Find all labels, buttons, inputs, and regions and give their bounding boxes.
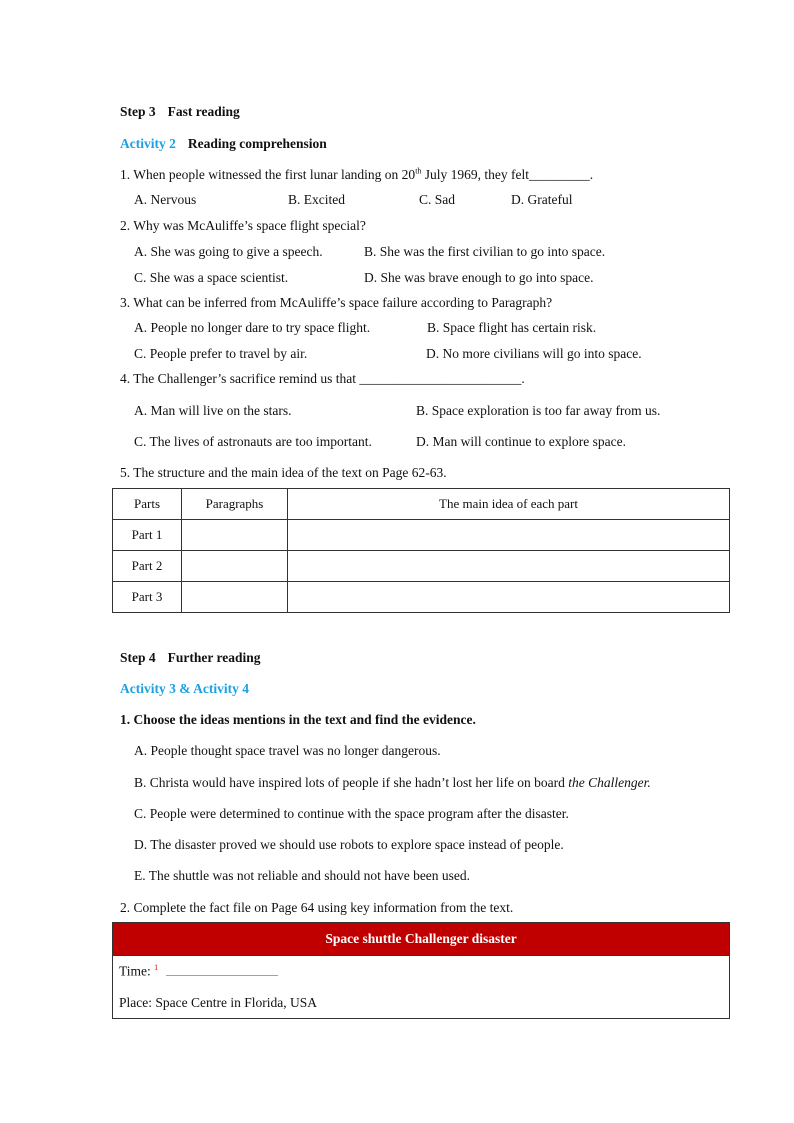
fact-file	[112, 922, 730, 1019]
part-3-label: Part 3	[113, 582, 182, 613]
question-3: 3. What can be inferred from McAuliffe’s space failure according to Paragraph?	[120, 295, 553, 310]
part-3-main-idea-cell[interactable]	[288, 582, 730, 613]
table-header-row	[113, 489, 730, 520]
idea-b	[134, 776, 651, 790]
further-question-1: 1. Choose the ideas mentions in the text and find the evidence.	[120, 712, 476, 727]
q2-option-c: C. She was a space scientist.	[134, 270, 289, 285]
q4-option-a: A. Man will live on the stars.	[134, 403, 292, 418]
q2-option-d: D. She was brave enough to go into space.	[364, 270, 594, 285]
q1-option-d: D. Grateful	[511, 192, 573, 207]
activity2-heading	[120, 137, 327, 151]
q1-option-a: A. Nervous	[134, 192, 197, 207]
step3-subtitle: Fast reading	[167, 104, 240, 119]
part-1-main-idea-cell[interactable]	[288, 520, 730, 551]
part-1-paragraphs-cell[interactable]	[182, 520, 288, 551]
q4-option-d: D. Man will continue to explore space.	[416, 434, 626, 449]
idea-d: D. The disaster proved we should use robots to explore space instead of people.	[134, 837, 564, 852]
q1-option-b: B. Excited	[288, 192, 345, 207]
fact-time-row	[119, 963, 278, 980]
q1-sup: th	[415, 166, 422, 176]
header-main-idea: The main idea of each part	[288, 489, 730, 520]
idea-e: E. The shuttle was not reliable and should not have been used.	[134, 868, 471, 883]
question-4: 4. The Challenger’s sacrifice remind us that ________________________.	[120, 371, 525, 386]
step3-label: Step 3	[120, 104, 156, 119]
q4-option-b: B. Space exploration is too far away from us.	[416, 403, 661, 418]
idea-c: C. People were determined to continue with the space program after the disaster.	[134, 806, 569, 821]
time-label: Time:	[119, 963, 151, 979]
step4-label: Step 4	[120, 650, 156, 665]
question-5: 5. The structure and the main idea of the text on Page 62-63.	[120, 465, 447, 480]
q1-stem-end: July 1969, they felt_________.	[421, 167, 594, 182]
time-blank[interactable]	[166, 965, 278, 976]
fact-place-row: Place: Space Centre in Florida, USA	[119, 995, 317, 1010]
step4-subtitle: Further reading	[167, 650, 261, 665]
question-1	[120, 168, 593, 182]
further-question-2: 2. Complete the fact file on Page 64 using key information from the text.	[120, 900, 514, 915]
step4-heading	[120, 651, 261, 665]
activity2-title: Reading comprehension	[187, 136, 327, 151]
table-row	[113, 520, 730, 551]
question-2: 2. Why was McAuliffe’s space flight special?	[120, 218, 366, 233]
fact-file-title: Space shuttle Challenger disaster	[113, 923, 729, 956]
idea-b-text: B. Christa would have inspired lots of people if she hadn’t lost her life on board	[134, 775, 569, 790]
q3-option-b: B. Space flight has certain risk.	[427, 320, 597, 335]
part-1-label: Part 1	[113, 520, 182, 551]
q1-stem: 1. When people witnessed the first lunar landing on 20	[120, 167, 416, 182]
q3-option-c: C. People prefer to travel by air.	[134, 346, 308, 361]
time-blank-number: 1	[154, 963, 159, 972]
part-3-paragraphs-cell[interactable]	[182, 582, 288, 613]
idea-a: A. People thought space travel was no longer dangerous.	[134, 743, 441, 758]
header-paragraphs: Paragraphs	[182, 489, 288, 520]
q1-option-c: C. Sad	[419, 192, 456, 207]
table-row	[113, 582, 730, 613]
idea-b-italic: the Challenger.	[568, 775, 651, 790]
part-2-main-idea-cell[interactable]	[288, 551, 730, 582]
q2-option-b: B. She was the first civilian to go into space.	[364, 244, 606, 259]
q2-option-a: A. She was going to give a speech.	[134, 244, 323, 259]
table-row	[113, 551, 730, 582]
activity2-label: Activity 2	[120, 136, 176, 151]
part-2-label: Part 2	[113, 551, 182, 582]
structure-table	[112, 488, 730, 613]
q4-option-c: C. The lives of astronauts are too important.	[134, 434, 372, 449]
part-2-paragraphs-cell[interactable]	[182, 551, 288, 582]
activity34-heading: Activity 3 & Activity 4	[120, 681, 249, 696]
header-parts: Parts	[113, 489, 182, 520]
q3-option-a: A. People no longer dare to try space flight.	[134, 320, 371, 335]
q3-option-d: D. No more civilians will go into space.	[426, 346, 642, 361]
step3-heading	[120, 105, 240, 119]
